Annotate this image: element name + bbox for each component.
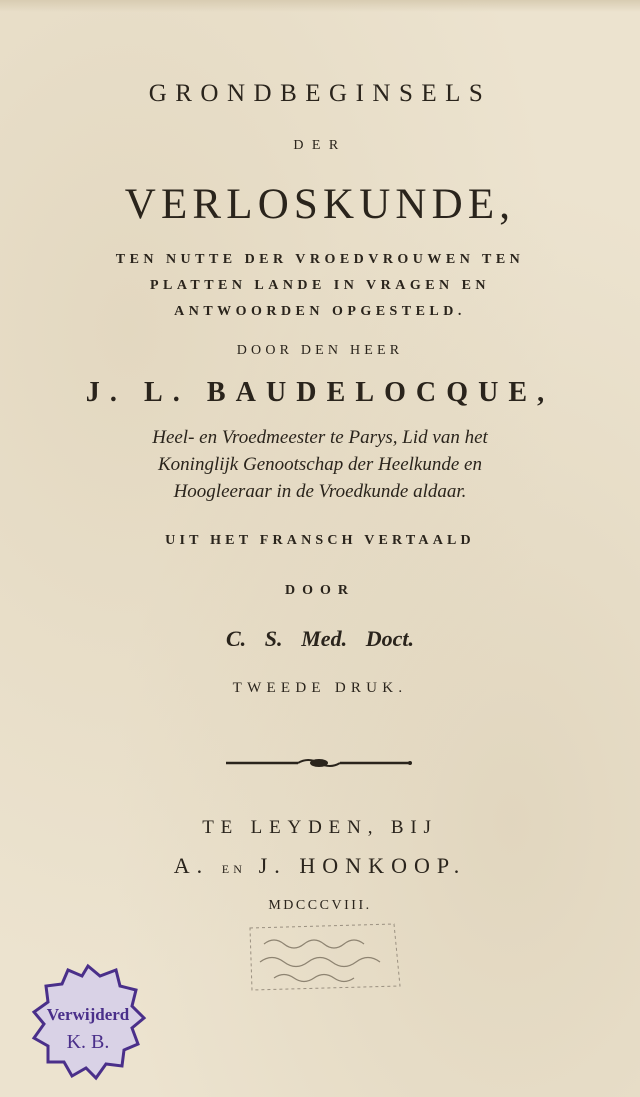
ornamental-rule <box>226 756 412 770</box>
subtitle-line-3: ANTWOORDEN OPGESTELD. <box>174 304 466 319</box>
library-stamp <box>28 962 148 1092</box>
page-edge-shadow <box>0 0 640 12</box>
subtitle-line-1: TEN NUTTE DER VROEDVROUWEN TEN <box>115 252 525 267</box>
svg-text:K. B.: K. B. <box>66 1031 110 1053</box>
imprint-publisher <box>0 853 640 879</box>
translation-note: UIT HET FRANSCH VERTAALD <box>165 533 475 548</box>
publisher-initial-a: A. <box>173 853 210 878</box>
publisher-conjunction: EN <box>221 862 247 876</box>
title-line-grondbeginsels: GRONDBEGINSELS <box>148 80 492 107</box>
title-line-verloskunde: VERLOSKUNDE, <box>124 181 516 228</box>
publisher-name: J. HONKOOP. <box>258 853 467 878</box>
by-line: DOOR DEN HEER <box>236 343 404 358</box>
handwritten-ownership-mark <box>244 920 404 992</box>
author-credential-1: Heel- en Vroedmeester te Parys, Lid van het <box>152 427 488 448</box>
author-credential-2: Koninglijk Genootschap der Heelkunde en <box>158 454 482 475</box>
imprint-year: MDCCCVIII. <box>268 898 372 913</box>
author-name: J. L. BAUDELOCQUE, <box>85 377 555 408</box>
translator-name: C. S. Med. Doct. <box>225 626 415 651</box>
edition-line: TWEEDE DRUK. <box>232 680 408 696</box>
author-credential-3: Hoogleeraar in de Vroedkunde aldaar. <box>173 481 467 502</box>
svg-text:Verwijderd: Verwijderd <box>46 1005 130 1024</box>
imprint-place: TE LEYDEN, BIJ <box>202 817 438 838</box>
translator-by: DOOR <box>285 583 355 598</box>
title-line-der: DER <box>293 138 347 153</box>
subtitle-line-2: PLATTEN LANDE IN VRAGEN EN <box>150 278 490 293</box>
